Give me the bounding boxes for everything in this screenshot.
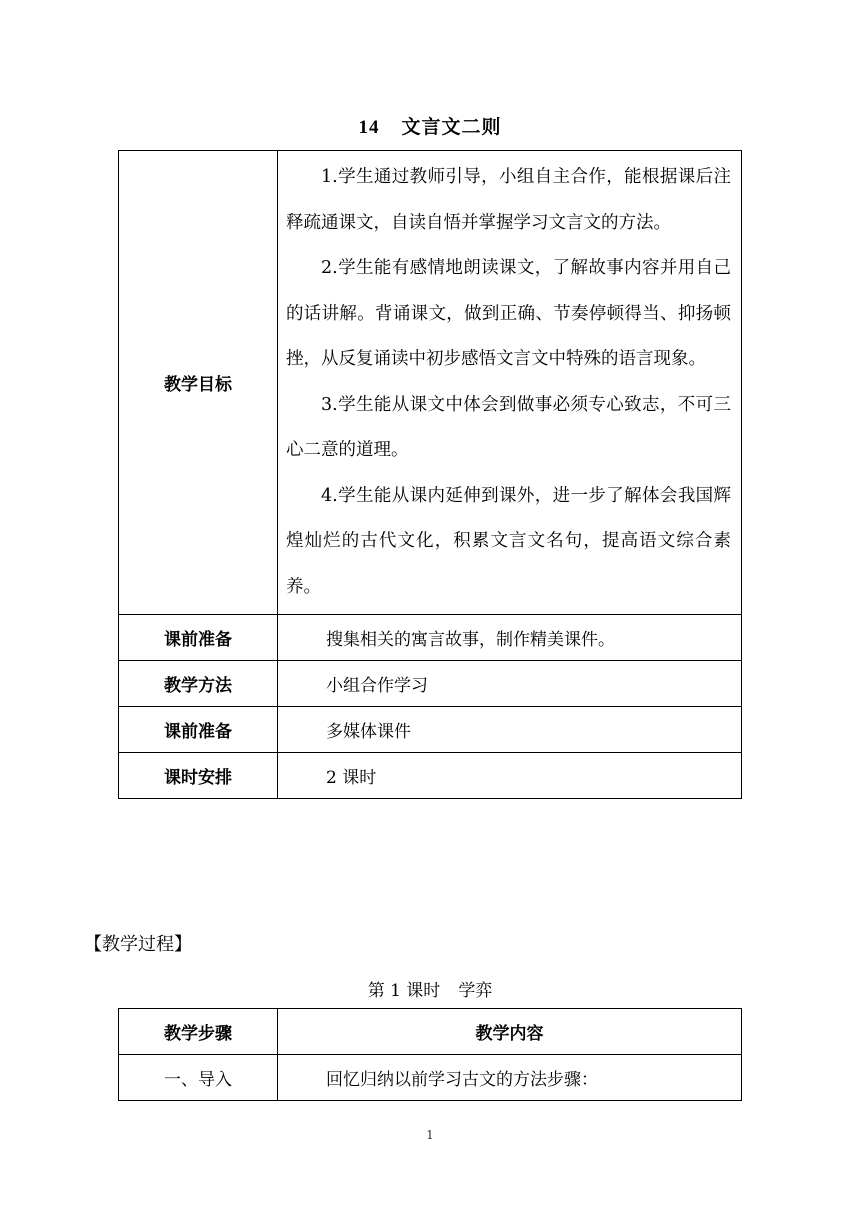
goals-content bbox=[278, 151, 742, 615]
content-cell: 回忆归纳以前学习古文的方法步骤： bbox=[278, 1055, 742, 1101]
goal-item: 4.学生能从课内延伸到课外，进一步了解体会我国辉煌灿烂的古代文化，积累文言文名句，提高语文综合素养。 bbox=[286, 485, 731, 597]
content-column-header: 教学内容 bbox=[278, 1009, 742, 1055]
title-text: 文言文二则 bbox=[401, 116, 502, 138]
section-heading: 【教学过程】 bbox=[84, 934, 192, 955]
info-row bbox=[119, 615, 742, 661]
document-title bbox=[0, 112, 860, 139]
info-row-value: 2 课时 bbox=[278, 753, 742, 799]
process-table bbox=[118, 1008, 742, 1101]
info-row-label: 课前准备 bbox=[119, 707, 278, 753]
step-column-header: 教学步骤 bbox=[119, 1009, 278, 1055]
goal-item: 3.学生能从课文中体会到做事必须专心致志，不可三心二意的道理。 bbox=[286, 394, 731, 460]
info-row-value: 搜集相关的寓言故事，制作精美课件。 bbox=[278, 615, 742, 661]
lesson-info-table bbox=[118, 150, 742, 799]
goals-label: 教学目标 bbox=[119, 151, 278, 615]
info-row bbox=[119, 753, 742, 799]
info-row bbox=[119, 661, 742, 707]
info-row-label: 课时安排 bbox=[119, 753, 278, 799]
title-number: 14 bbox=[358, 117, 380, 138]
info-row bbox=[119, 707, 742, 753]
lesson-heading bbox=[0, 976, 860, 1001]
page-number: 1 bbox=[426, 1128, 434, 1142]
info-row-value: 小组合作学习 bbox=[278, 661, 742, 707]
process-header-row bbox=[119, 1009, 742, 1055]
goals-row bbox=[119, 151, 742, 615]
info-row-label: 教学方法 bbox=[119, 661, 278, 707]
info-row-label: 课前准备 bbox=[119, 615, 278, 661]
goal-item: 2.学生能有感情地朗读课文，了解故事内容并用自己的话讲解。背诵课文，做到正确、节奏停顿得当、抑扬顿挫，从反复诵读中初步感悟文言文中特殊的语言现象。 bbox=[286, 258, 731, 369]
lesson-name: 学弈 bbox=[458, 981, 493, 1001]
step-cell: 一、导入 bbox=[119, 1055, 278, 1101]
info-row-value: 多媒体课件 bbox=[278, 707, 742, 753]
table-row bbox=[119, 1055, 742, 1101]
lesson-label: 第 1 课时 bbox=[367, 981, 441, 1001]
goal-item: 1.学生通过教师引导，小组自主合作，能根据课后注释疏通课文，自读自悟并掌握学习文言文的方法。 bbox=[286, 167, 731, 233]
